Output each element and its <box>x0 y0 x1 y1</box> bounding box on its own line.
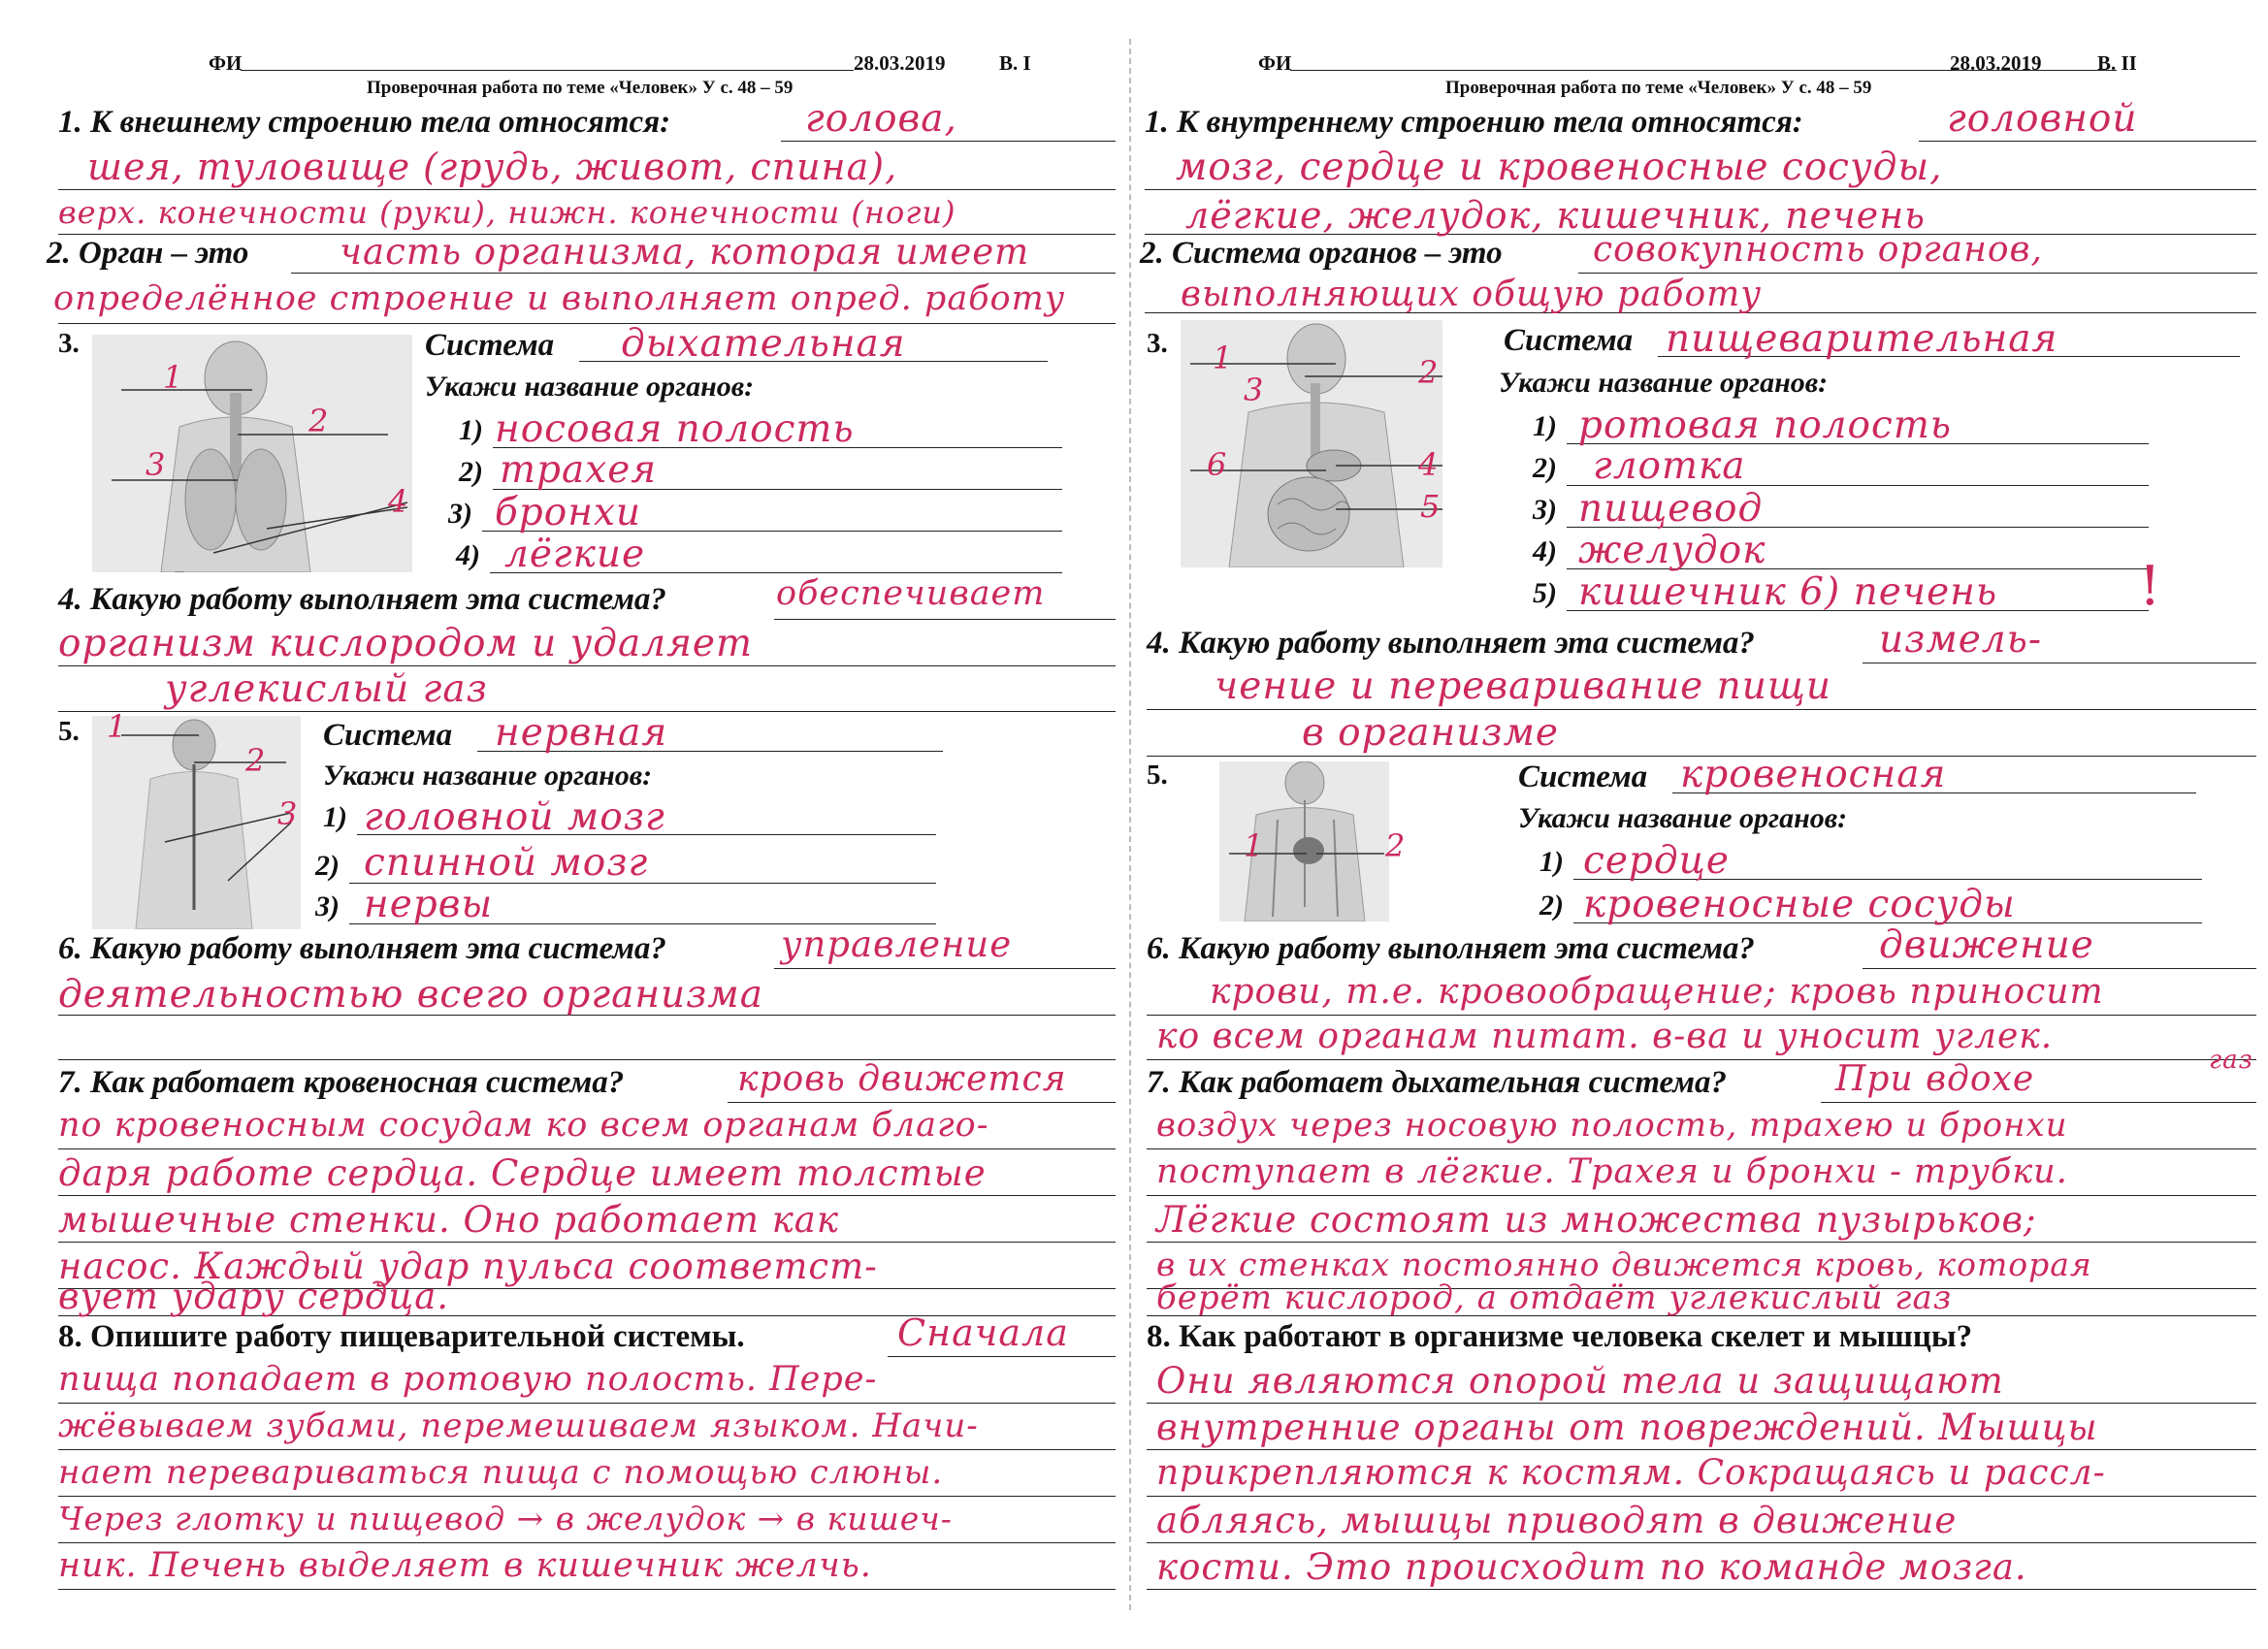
q5-organ-1: сердце <box>1583 839 1730 883</box>
q2-answer-line-2: выполняющих общую работу <box>1181 275 1763 314</box>
q3-organ-2: трахея <box>500 448 658 492</box>
worksheet-subtitle: Проверочная работа по теме «Человек» У с. 48 – 59 <box>367 78 794 98</box>
q2-answer-line-1: часть организма, которая имеет <box>340 231 1030 273</box>
date: 28.03.2019 <box>854 51 946 75</box>
name-line <box>241 70 854 71</box>
q6-answer-line-3: ко всем органам питат. в-ва и уносит углек. <box>1156 1017 2054 1056</box>
q3-organ-4: лёгкие <box>504 533 646 576</box>
q8-answer-line-5: Через глотку и пищевод → в желудок → в кишеч- <box>58 1500 953 1537</box>
date: 28.03.2019 <box>1950 51 2042 75</box>
q1-answer-line-2: шея, туловище (грудь, живот, спина), <box>87 146 898 188</box>
fi-label: ФИ <box>209 51 243 75</box>
variant-label: В. II <box>2097 51 2137 75</box>
q6-answer-line-1: управление <box>781 923 1013 965</box>
q5-system-answer: кровеносная <box>1680 753 1947 796</box>
q1-answer-line-3: лёгкие, желудок, кишечник, печень <box>1185 194 1926 237</box>
q3-organ-1: носовая полость <box>495 407 855 451</box>
q8-answer-line-3: жёвываем зубами, перемешиваем языком. Начи- <box>58 1406 979 1445</box>
q5-organ-2: спинной мозг <box>364 841 649 885</box>
q3-system-label: Система <box>1504 323 1634 358</box>
figure-label-4: 4 <box>388 483 408 520</box>
nervous-label-1: 1 <box>107 708 127 745</box>
nervous-label-2: 2 <box>245 742 266 779</box>
q5-number: 5. <box>58 716 80 747</box>
q7-answer-line-4: Лёгкие состоят из множества пузырьков; <box>1156 1199 2037 1241</box>
q8-answer-line-5: кости. Это происходит по команде мозга. <box>1156 1546 2027 1588</box>
circulatory-label-1: 1 <box>1244 827 1264 864</box>
q8-answer-line-2: пища попадает в ротовую полость. Пере- <box>58 1360 878 1399</box>
q7-answer-line-6: берёт кислород, а отдаёт углекислый газ <box>1156 1278 1953 1317</box>
q4-text: 4. Какую работу выполняет эта система? <box>1147 626 1755 661</box>
q1-text: 1. К внутреннему строению тела относятся: <box>1145 105 1803 140</box>
q5-organ-2: кровеносные сосуды <box>1583 883 2016 926</box>
page-fold <box>1129 39 1133 1610</box>
q6-answer-line-2: крови, т.е. кровообращение; кровь приносит <box>1210 972 2104 1012</box>
q5-organs-prompt: Укажи название органов: <box>1518 802 1848 834</box>
q3-number: 3. <box>1147 328 1168 359</box>
q1-answer-line-1: головной <box>1947 97 2138 141</box>
q6-answer-line-2: деятельностью всего организма <box>58 973 763 1017</box>
q4-answer-line-3: в организме <box>1302 711 1559 755</box>
q7-answer-line-3: поступает в лёгкие. Трахея и бронхи - трубки. <box>1156 1152 2068 1191</box>
q8-answer-line-4: абляясь, мышцы приводят в движение <box>1156 1500 1958 1541</box>
q7-answer-line-1: При вдохе <box>1835 1059 2035 1099</box>
q5-number: 5. <box>1147 760 1168 791</box>
q4-text: 4. Какую работу выполняет эта система? <box>58 582 666 617</box>
q1-answer-line-2: мозг, сердце и кровеносные сосуды, <box>1176 146 1943 189</box>
respiratory-system-figure <box>92 335 412 572</box>
q6-answer-line-1: движение <box>1879 923 2094 967</box>
q7-answer-line-3: даря работе сердца. Сердце имеет толстые <box>58 1152 987 1194</box>
q5-system-answer: нервная <box>495 711 668 755</box>
q2-answer-line-1: совокупность органов, <box>1593 230 2043 270</box>
worksheet-variant-1: ФИ 28.03.2019 В. I Проверочная работа по теме «Человек» У с. 48 – 59 1. К внешнему строению тела относятся: голова, шея, туловище (грудь, живот, спина), верх. конечности (руки), нижн. конечности (ноги) 2. Орган – это часть организма, которая имеет определённое строение и выполняет опред. работу 3. 1 2 3 4 Система дыхательная Укажи название органов: 1) носовая полость 2) трахея 3) бронхи 4) лёгкие 4. Какую работу выполняет эта система? обеспечивает организм кислородом и удаляет углекислый газ 5. 1 2 3 Система нервная Укажи название органов: 1) головной мозг 2) спинной мозг 3) нервы 6. Какую работу выполняет эта система? управление деятельностью всего организма 7. Как работает кровеносная система? кровь движется по кровеносным сосудам ко всем органам благо- даря работе сердца. Сердце имеет толстые мышечные стенки. Оно работает как насос. Каждый удар пульса соответст- вует удару сердца. 8. Опишите работу пищеварительной системы. Сначала пища попадает в ротовую полость. Пере- жёвываем зубами, перемешиваем языком. Начи- нает перевариваться пища с помощью слюны. Через глотку и пищевод → в желудок → в кишеч- ник. Печень выделяет в кишечник желчь. <box>0 0 1125 1649</box>
q1-text: 1. К внешнему строению тела относятся: <box>58 105 671 140</box>
q8-text: 8. Опишите работу пищеварительной системы. <box>58 1319 745 1354</box>
q2-text: 2. Орган – это <box>47 236 249 271</box>
q7-answer-line-6: вует удару сердца. <box>58 1276 450 1317</box>
figure-label-1: 1 <box>163 359 183 396</box>
q8-answer-line-3: прикрепляются к костям. Сокращаясь и рассл- <box>1156 1453 2106 1493</box>
q8-answer-line-4: нает перевариваться пища с помощью слюны. <box>58 1453 944 1492</box>
q8-answer-line-2: внутренние органы от повреждений. Мышцы <box>1156 1406 2098 1448</box>
figure-label-2: 2 <box>1418 354 1439 391</box>
q8-answer-line-1: Сначала <box>897 1311 1069 1354</box>
q7-text: 7. Как работает дыхательная система? <box>1147 1065 1727 1100</box>
q3-organs-prompt: Укажи название органов: <box>1499 367 1829 399</box>
q3-system-answer: дыхательная <box>621 322 906 366</box>
q1-answer-line-1: голова, <box>805 97 957 141</box>
figure-label-3: 3 <box>1244 372 1264 408</box>
q6-answer-line-4: газ <box>2209 1046 2253 1075</box>
worksheet-variant-2: ФИ 28.03.2019 В. II Проверочная работа по теме «Человек» У с. 48 – 59 1. К внутреннему строению тела относятся: головной мозг, сердце и кровеносные сосуды, лёгкие, желудок, кишечник, печень 2. Система органов – это совокупность органов, выполняющих общую работу 3. 1 2 3 4 5 6 Система пищеварительная Укажи название органов: 1) ротовая полость 2) глотка 3) пищевод 4) желудок 5) кишечник 6) печень ! 4. Какую работу выполняет эта система? измель- чение и переваривание пищи в организме 5. 1 2 Система кровеносная Укажи название органов: 1) сердце 2) кровеносные сосуды 6. Какую работу выполняет эта система? движение крови, т.е. кровообращение; кровь приносит ко всем органам питат. в-ва и уносит углек. газ 7. Как работает дыхательная система? При вдохе воздух через носовую полость, трахею и бронхи поступает в лёгкие. Трахея и бронхи - трубки. Лёгкие состоят из множества пузырьков; в их стенках постоянно движется кровь, которая берёт кислород, а отдаёт углекислый газ 8. Как работают в организме человека скелет и мышцы? Они являются опорой тела и защищают внутренние органы от повреждений. Мышцы прикрепляются к костям. Сокращаясь и рассл- абляясь, мышцы приводят в движение кости. Это происходит по команде мозга. <box>1137 0 2268 1649</box>
q5-organ-1: головной мозг <box>364 795 665 839</box>
figure-label-4: 4 <box>1418 446 1439 483</box>
q7-answer-line-5: насос. Каждый удар пульса соответст- <box>58 1245 878 1287</box>
teacher-mark: ! <box>2139 555 2162 618</box>
q3-organs-prompt: Укажи название органов: <box>425 371 755 403</box>
figure-label-5: 5 <box>1420 488 1441 525</box>
q4-answer-line-3: углекислый газ <box>165 667 488 711</box>
q5-organs-prompt: Укажи название органов: <box>323 760 653 792</box>
q3-organ-3: бронхи <box>495 491 642 534</box>
q4-answer-line-2: организм кислородом и удаляет <box>58 622 753 665</box>
q7-answer-line-4: мышечные стенки. Оно работает как <box>58 1199 839 1241</box>
q3-system-answer: пищеварительная <box>1666 317 2058 361</box>
q3-organ-1: ротовая полость <box>1578 404 1953 447</box>
q7-answer-line-5: в их стенках постоянно движется кровь, которая <box>1156 1245 2092 1283</box>
q3-organ-4: желудок <box>1578 529 1766 572</box>
nervous-label-3: 3 <box>277 795 298 832</box>
q4-answer-line-1: измель- <box>1879 618 2043 662</box>
q7-answer-line-2: воздух через носовую полость, трахею и бронхи <box>1156 1106 2068 1145</box>
q4-answer-line-2: чение и переваривание пищи <box>1215 664 1832 708</box>
variant-label: В. I <box>999 51 1031 75</box>
q8-text: 8. Как работают в организме человека скелет и мышцы? <box>1147 1319 1973 1354</box>
q7-answer-line-2: по кровеносным сосудам ко всем органам благо- <box>58 1106 989 1145</box>
q5-system-label: Система <box>323 718 453 753</box>
q5-organ-3: нервы <box>364 883 494 926</box>
q8-answer-line-1: Они являются опорой тела и защищают <box>1156 1360 2004 1402</box>
q3-system-label: Система <box>425 328 555 363</box>
q1-answer-line-3: верх. конечности (руки), нижн. конечности (ноги) <box>58 194 956 231</box>
q3-organ-3: пищевод <box>1578 487 1764 531</box>
q2-answer-line-2: определённое строение и выполняет опред. работу <box>53 279 1066 318</box>
q4-answer-line-1: обеспечивает <box>776 574 1046 613</box>
q2-text: 2. Система органов – это <box>1140 236 1503 271</box>
q7-text: 7. Как работает кровеносная система? <box>58 1065 625 1100</box>
worksheet-subtitle: Проверочная работа по теме «Человек» У с. 48 – 59 <box>1445 78 1872 98</box>
q7-answer-line-1: кровь движется <box>737 1059 1067 1099</box>
q6-text: 6. Какую работу выполняет эта система? <box>58 931 666 966</box>
q3-organ-5: кишечник 6) печень <box>1578 570 1998 614</box>
figure-label-3: 3 <box>146 446 166 483</box>
fi-label: ФИ <box>1258 51 1292 75</box>
q3-number: 3. <box>58 328 80 359</box>
circulatory-label-2: 2 <box>1385 827 1406 864</box>
q5-system-label: Система <box>1518 760 1648 794</box>
q8-answer-line-6: ник. Печень выделяет в кишечник желчь. <box>58 1546 872 1585</box>
figure-label-6: 6 <box>1207 446 1227 483</box>
nervous-system-figure <box>92 716 301 929</box>
figure-label-1: 1 <box>1213 340 1233 376</box>
q3-organ-2: глотка <box>1593 444 1746 488</box>
figure-label-2: 2 <box>308 403 329 439</box>
q6-text: 6. Какую работу выполняет эта система? <box>1147 931 1755 966</box>
